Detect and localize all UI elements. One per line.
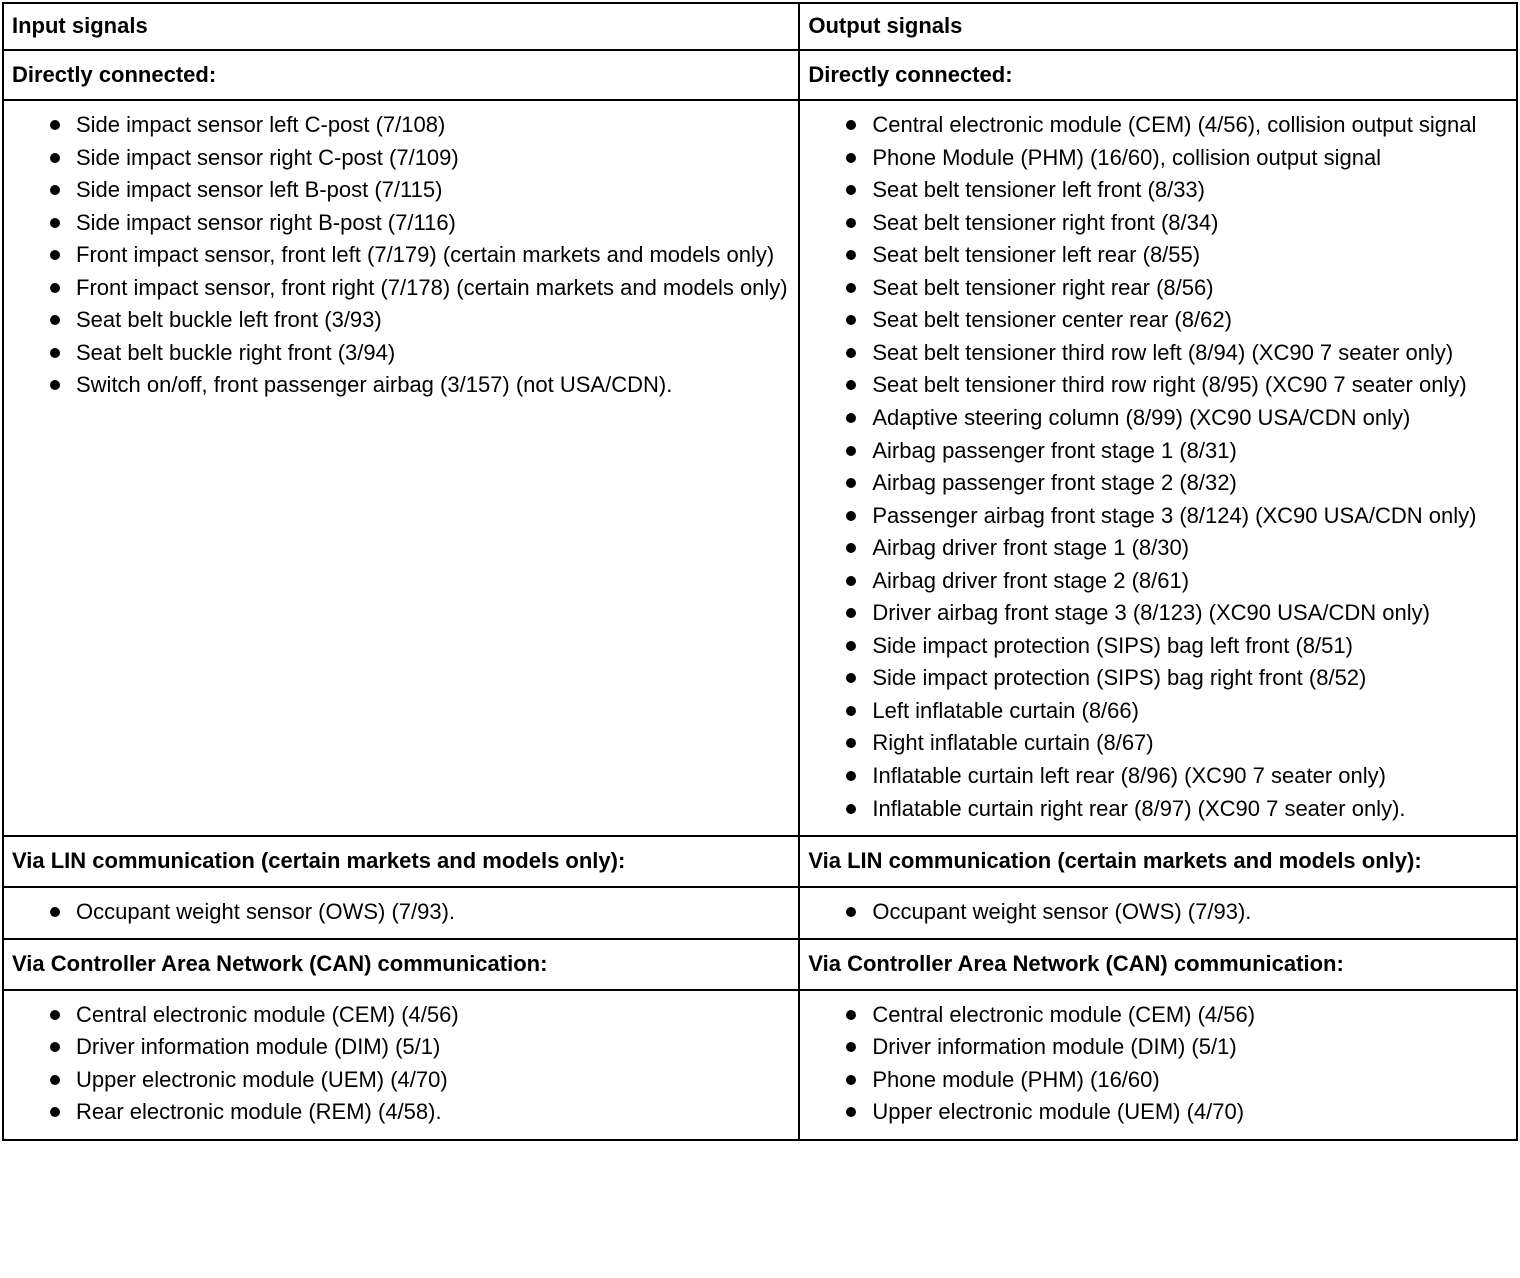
list-item-text: Seat belt buckle left front (3/93) — [76, 307, 382, 333]
bullet-icon — [50, 315, 60, 325]
bullet-icon — [846, 641, 856, 651]
directly-connected-title-row — [3, 50, 1517, 101]
list-item — [808, 174, 1508, 207]
list-item-text: Airbag driver front stage 2 (8/61) — [872, 567, 1190, 593]
list-item — [808, 369, 1508, 402]
list-item — [12, 337, 790, 370]
via-can-title-row — [3, 939, 1517, 990]
bullet-icon — [50, 907, 60, 917]
bullet-icon — [846, 576, 856, 586]
list-item — [808, 467, 1508, 500]
list-item-text: Driver information module (DIM) (5/1) — [76, 1034, 441, 1060]
input-via-lin-list — [12, 896, 790, 929]
input-directly-connected-title: Directly connected: — [3, 50, 799, 101]
bullet-icon — [846, 771, 856, 781]
list-item-text: Rear electronic module (REM) (4/58). — [76, 1099, 442, 1125]
output-via-lin-cell — [799, 887, 1517, 940]
bullet-icon — [846, 543, 856, 553]
list-item-text: Upper electronic module (UEM) (4/70) — [872, 1099, 1245, 1125]
list-item — [12, 896, 790, 929]
list-item-text: Seat belt tensioner left rear (8/55) — [872, 242, 1201, 268]
bullet-icon — [846, 511, 856, 521]
list-item-text: Seat belt tensioner center rear (8/62) — [872, 307, 1232, 333]
list-item-text: Seat belt tensioner third row left (8/94) (XC90 7 seater only) — [872, 339, 1454, 365]
list-item-text: Upper electronic module (UEM) (4/70) — [76, 1066, 448, 1092]
directly-connected-list-row — [3, 100, 1517, 836]
bullet-icon — [50, 283, 60, 293]
bullet-icon — [846, 218, 856, 228]
list-item-text: Seat belt buckle right front (3/94) — [76, 339, 396, 365]
list-item-text: Central electronic module (CEM) (4/56) — [872, 1001, 1256, 1027]
via-can-list-row — [3, 990, 1517, 1140]
list-item — [12, 174, 790, 207]
input-via-lin-cell — [3, 887, 799, 940]
list-item — [808, 896, 1508, 929]
output-via-lin-list — [808, 896, 1508, 929]
list-item-text: Side impact sensor left C-post (7/108) — [76, 112, 446, 138]
bullet-icon — [846, 907, 856, 917]
list-item — [12, 999, 790, 1032]
list-item — [808, 597, 1508, 630]
list-item — [12, 369, 790, 402]
input-signals-header: Input signals — [3, 3, 799, 50]
bullet-icon — [846, 608, 856, 618]
list-item — [808, 239, 1508, 272]
list-item-text: Driver information module (DIM) (5/1) — [872, 1034, 1237, 1060]
list-item — [808, 1031, 1508, 1064]
list-item — [808, 727, 1508, 760]
list-item — [808, 662, 1508, 695]
list-item-text: Seat belt tensioner right front (8/34) — [872, 209, 1219, 235]
bullet-icon — [846, 673, 856, 683]
list-item-text: Seat belt tensioner left front (8/33) — [872, 177, 1205, 203]
list-item-text: Side impact sensor left B-post (7/115) — [76, 177, 443, 203]
bullet-icon — [846, 804, 856, 814]
bullet-icon — [846, 706, 856, 716]
list-item-text: Side impact protection (SIPS) bag right front (8/52) — [872, 665, 1367, 691]
output-via-can-cell — [799, 990, 1517, 1140]
bullet-icon — [50, 1075, 60, 1085]
bullet-icon — [846, 1107, 856, 1117]
bullet-icon — [846, 185, 856, 195]
input-via-can-title: Via Controller Area Network (CAN) communication: — [3, 939, 799, 990]
list-item — [808, 272, 1508, 305]
list-item-text: Front impact sensor, front right (7/178) (certain markets and models only) — [76, 274, 788, 300]
bullet-icon — [846, 738, 856, 748]
list-item — [12, 1096, 790, 1129]
list-item — [12, 239, 790, 272]
bullet-icon — [846, 413, 856, 423]
list-item — [808, 760, 1508, 793]
list-item — [808, 500, 1508, 533]
list-item-text: Passenger airbag front stage 3 (8/124) (XC90 USA/CDN only) — [872, 502, 1477, 528]
list-item-text: Seat belt tensioner right rear (8/56) — [872, 274, 1214, 300]
list-item — [808, 304, 1508, 337]
input-via-can-list — [12, 999, 790, 1129]
bullet-icon — [50, 1010, 60, 1020]
bullet-icon — [50, 153, 60, 163]
list-item — [808, 142, 1508, 175]
list-item — [12, 109, 790, 142]
list-item-text: Phone Module (PHM) (16/60), collision output signal — [872, 144, 1382, 170]
list-item-text: Driver airbag front stage 3 (8/123) (XC90 USA/CDN only) — [872, 600, 1430, 626]
input-via-can-cell — [3, 990, 799, 1140]
document-page — [0, 2, 1520, 1278]
list-item — [808, 999, 1508, 1032]
list-item-text: Side impact sensor right C-post (7/109) — [76, 144, 459, 170]
list-item — [12, 142, 790, 175]
header-row — [3, 3, 1517, 50]
list-item-text: Airbag passenger front stage 2 (8/32) — [872, 470, 1237, 496]
bullet-icon — [846, 1075, 856, 1085]
output-directly-connected-list — [808, 109, 1508, 825]
bullet-icon — [846, 250, 856, 260]
list-item — [808, 435, 1508, 468]
input-directly-connected-cell — [3, 100, 799, 836]
list-item-text: Seat belt tensioner third row right (8/95) (XC90 7 seater only) — [872, 372, 1467, 398]
list-item — [808, 695, 1508, 728]
bullet-icon — [846, 380, 856, 390]
list-item-text: Right inflatable curtain (8/67) — [872, 730, 1154, 756]
bullet-icon — [50, 348, 60, 358]
list-item-text: Left inflatable curtain (8/66) — [872, 697, 1139, 723]
list-item-text: Inflatable curtain left rear (8/96) (XC90 7 seater only) — [872, 763, 1386, 789]
signals-table — [2, 2, 1518, 1141]
output-via-lin-title: Via LIN communication (certain markets and models only): — [799, 836, 1517, 887]
list-item-text: Airbag driver front stage 1 (8/30) — [872, 535, 1190, 561]
output-signals-header: Output signals — [799, 3, 1517, 50]
bullet-icon — [846, 315, 856, 325]
bullet-icon — [846, 120, 856, 130]
input-via-lin-title: Via LIN communication (certain markets and models only): — [3, 836, 799, 887]
list-item — [808, 1096, 1508, 1129]
list-item — [808, 1064, 1508, 1097]
input-directly-connected-list — [12, 109, 790, 402]
list-item — [808, 565, 1508, 598]
list-item-text: Occupant weight sensor (OWS) (7/93). — [76, 898, 456, 924]
bullet-icon — [846, 283, 856, 293]
bullet-icon — [50, 120, 60, 130]
list-item — [808, 207, 1508, 240]
output-directly-connected-title: Directly connected: — [799, 50, 1517, 101]
list-item-text: Occupant weight sensor (OWS) (7/93). — [872, 898, 1252, 924]
list-item — [12, 207, 790, 240]
bullet-icon — [50, 218, 60, 228]
bullet-icon — [50, 380, 60, 390]
list-item-text: Airbag passenger front stage 1 (8/31) — [872, 437, 1237, 463]
bullet-icon — [846, 1010, 856, 1020]
list-item — [808, 630, 1508, 663]
list-item — [808, 402, 1508, 435]
bullet-icon — [50, 1042, 60, 1052]
output-directly-connected-cell — [799, 100, 1517, 836]
bullet-icon — [846, 446, 856, 456]
bullet-icon — [50, 250, 60, 260]
output-via-can-list — [808, 999, 1508, 1129]
bullet-icon — [846, 348, 856, 358]
list-item-text: Front impact sensor, front left (7/179) (certain markets and models only) — [76, 242, 775, 268]
list-item-text: Side impact protection (SIPS) bag left front (8/51) — [872, 632, 1353, 658]
list-item — [808, 793, 1508, 826]
list-item-text: Side impact sensor right B-post (7/116) — [76, 209, 456, 235]
bullet-icon — [50, 1107, 60, 1117]
list-item-text: Adaptive steering column (8/99) (XC90 USA/CDN only) — [872, 405, 1411, 431]
output-via-can-title: Via Controller Area Network (CAN) communication: — [799, 939, 1517, 990]
list-item — [12, 304, 790, 337]
bullet-icon — [50, 185, 60, 195]
list-item-text: Central electronic module (CEM) (4/56), collision output signal — [872, 112, 1477, 138]
via-lin-list-row — [3, 887, 1517, 940]
bullet-icon — [846, 478, 856, 488]
bullet-icon — [846, 1042, 856, 1052]
list-item — [12, 1031, 790, 1064]
via-lin-title-row — [3, 836, 1517, 887]
list-item — [12, 272, 790, 305]
list-item-text: Inflatable curtain right rear (8/97) (XC90 7 seater only). — [872, 795, 1406, 821]
bullet-icon — [846, 153, 856, 163]
list-item — [808, 532, 1508, 565]
list-item-text: Switch on/off, front passenger airbag (3/157) (not USA/CDN). — [76, 372, 673, 398]
list-item — [808, 337, 1508, 370]
list-item — [12, 1064, 790, 1097]
list-item-text: Phone module (PHM) (16/60) — [872, 1066, 1160, 1092]
list-item-text: Central electronic module (CEM) (4/56) — [76, 1001, 459, 1027]
list-item — [808, 109, 1508, 142]
